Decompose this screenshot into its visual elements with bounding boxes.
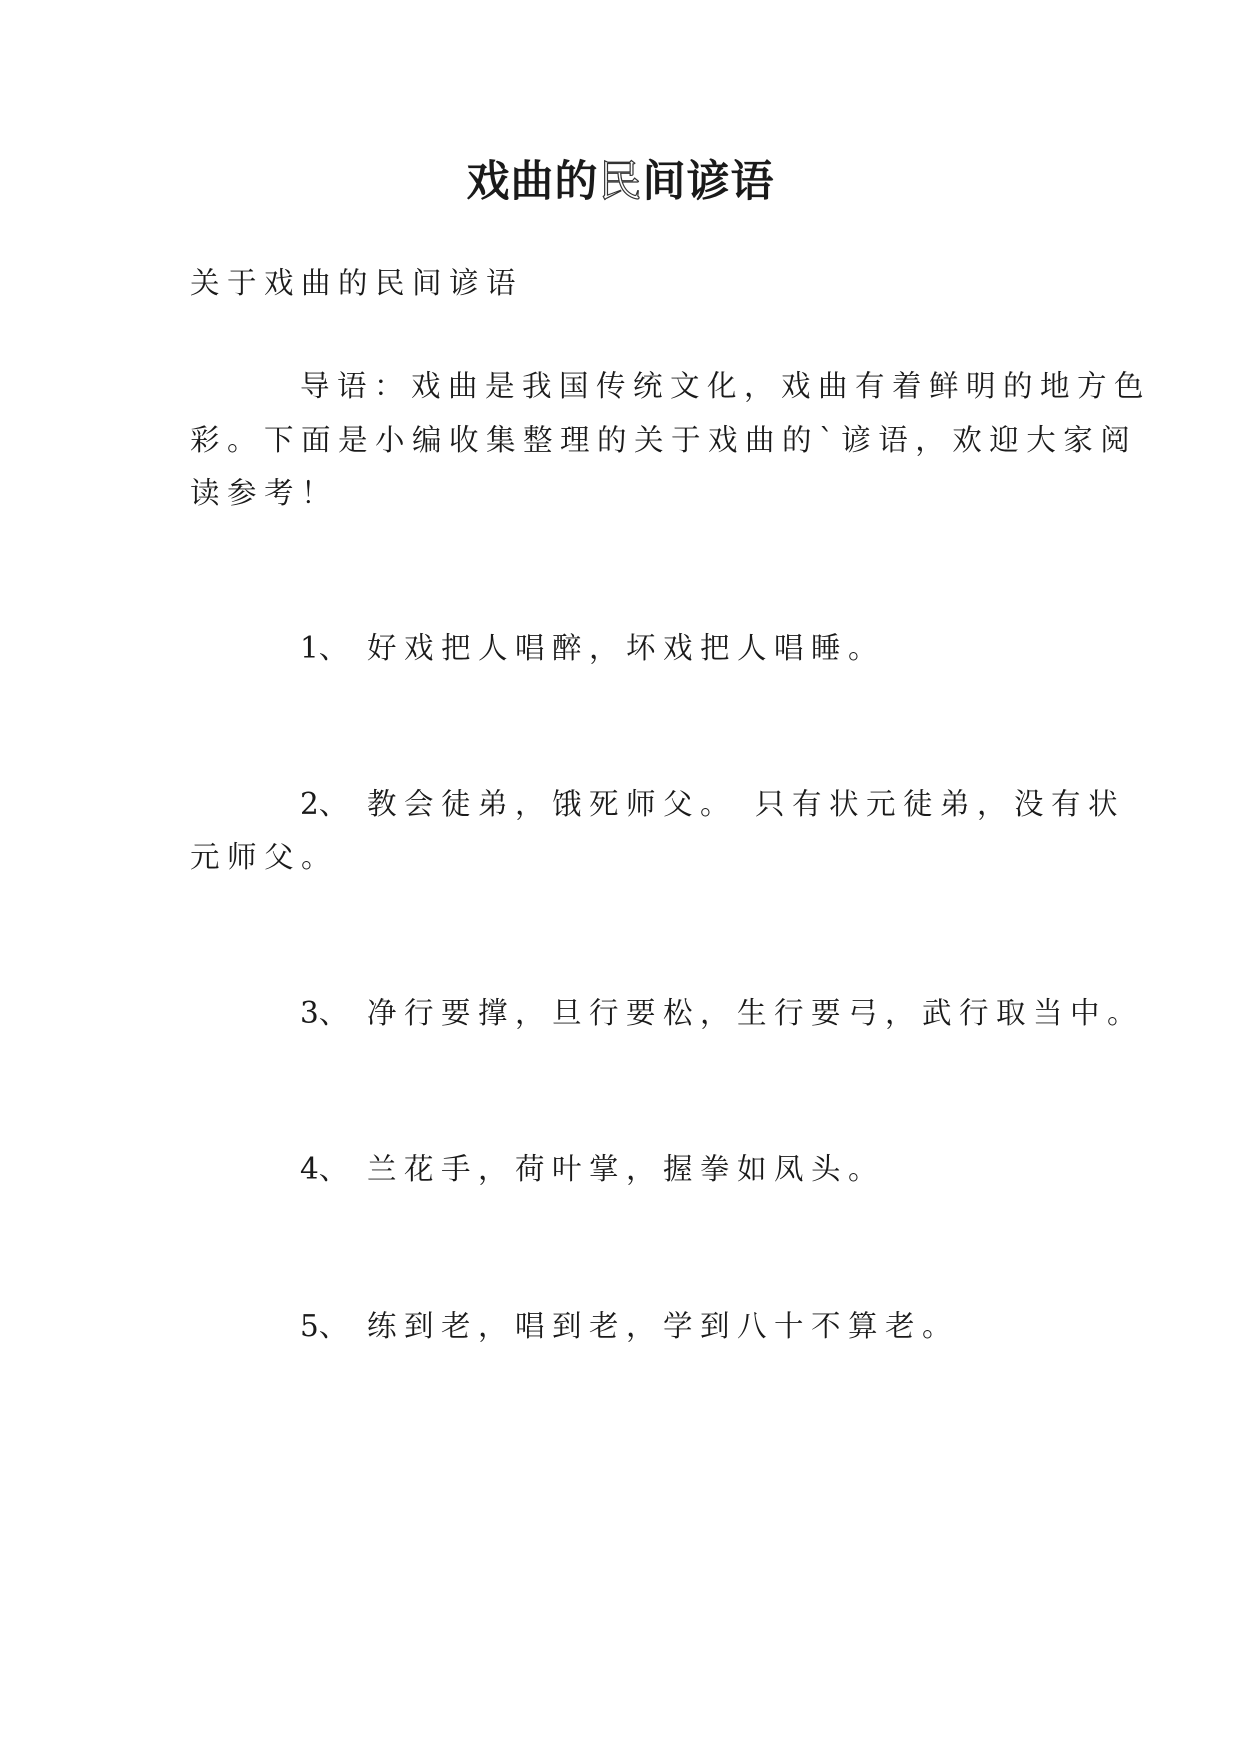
proverb-text-b: 只有状元徒弟，没有状 xyxy=(755,787,1126,821)
proverb-text: 练到老，唱到老，学到八十不算老。 xyxy=(367,1309,960,1343)
proverb-2 xyxy=(300,784,1180,824)
proverb-number: 4、 xyxy=(300,1152,349,1186)
intro-line-1: 导语：戏曲是我国传统文化，戏曲有着鲜明的地方色 xyxy=(300,369,1152,403)
proverb-5 xyxy=(300,1306,1180,1346)
proverb-3 xyxy=(300,993,1180,1033)
proverb-text: 净行要撑，旦行要松，生行要弓，武行取当中。 xyxy=(367,996,1145,1030)
proverb-number: 5、 xyxy=(300,1309,349,1343)
proverb-number: 1、 xyxy=(300,631,349,665)
intro-line-2: 彩。下面是小编收集整理的关于戏曲的`谚语，欢迎大家阅 xyxy=(190,423,1138,457)
proverb-text-a: 教会徒弟，饿死师父。 xyxy=(367,787,738,821)
proverb-1 xyxy=(300,628,1180,668)
proverb-2-continuation: 元师父。 xyxy=(190,840,339,874)
proverb-text: 兰花手，荷叶掌，握拳如凤头。 xyxy=(367,1152,886,1186)
proverb-4 xyxy=(300,1149,1180,1189)
title-outlined-char: 民 xyxy=(598,157,643,207)
intro-line-3: 读参考！ xyxy=(190,476,339,510)
document-title xyxy=(0,152,1241,212)
title-part-1: 戏曲的 xyxy=(466,157,599,207)
proverb-number: 3、 xyxy=(300,996,349,1030)
title-part-2: 间谚语 xyxy=(642,157,775,207)
proverb-number: 2、 xyxy=(300,787,349,821)
proverb-text: 好戏把人唱醉，坏戏把人唱睡。 xyxy=(367,631,886,665)
subtitle: 关于戏曲的民间谚语 xyxy=(190,266,524,300)
